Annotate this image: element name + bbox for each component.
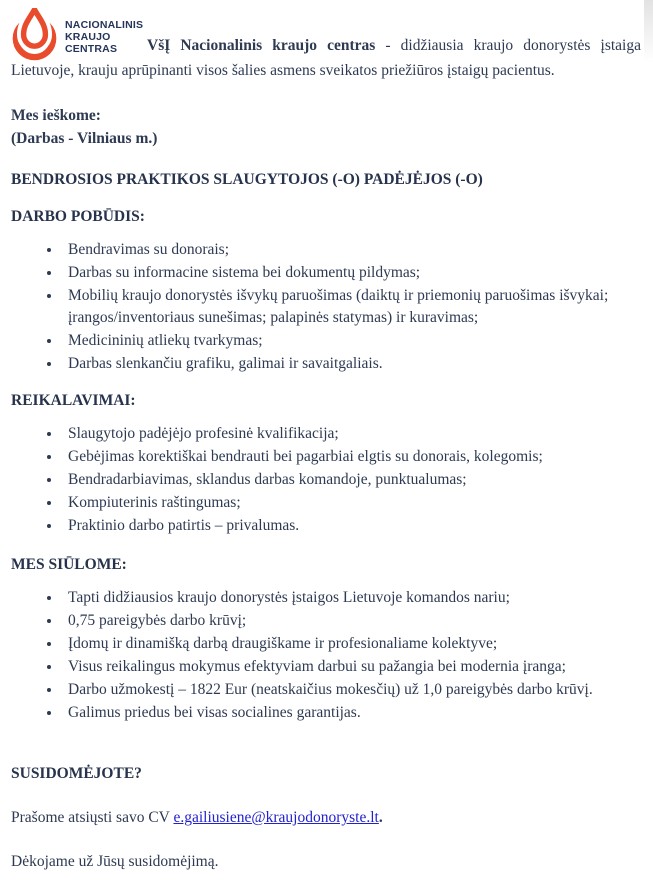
section-heading-reikalavimai: REIKALAVIMAI: <box>11 392 136 409</box>
list-item: • Slaugytojo padėjėjo profesinė kvalifikacija; <box>62 423 641 445</box>
brand-line: KRAUJO <box>65 31 111 43</box>
list-item: • Medicininių atliekų tvarkymas; <box>62 330 641 352</box>
section-heading-susidomejote: SUSIDOMĖJOTE? <box>11 765 142 782</box>
list-item: • Bendradarbiavimas, sklandus darbas komandoje, punktualumas; <box>62 469 641 491</box>
list-item: • Mobilių kraujo donorystės išvykų paruošimas (daiktų ir priemonių paruošimas išvykai; įrangos/inventoriaus sunešimas; palapinės statymas) ir kuravimas; <box>62 285 641 329</box>
thanks-text: Dėkojame už Jūsų susidomėjimą. <box>11 853 219 870</box>
seeking-location: (Darbas - Vilniaus m.) <box>11 130 158 147</box>
list-item: • Bendravimas su donorais; <box>62 239 641 261</box>
cv-instruction <box>11 806 641 829</box>
list-item: • Darbas slenkančiu grafiku, galimai ir savaitgaliais. <box>62 353 641 375</box>
list-item: • Kompiuterinis raštingumas; <box>62 492 641 514</box>
nkc-logo <box>11 6 147 58</box>
intro-rest: - didžiausia kraujo donorystės įstaiga Lietuvoje, krauju aprūpinanti visos šalies asmens sveikatos priežiūros įstaigų pacientus. <box>11 37 641 79</box>
brand-wordmark <box>65 6 143 55</box>
list-item: • Galimus priedus bei visas socialines garantijas. <box>62 702 641 724</box>
list-item: • Įdomų ir dinamišką darbą draugiškame ir profesionaliame kolektyve; <box>62 633 641 655</box>
cv-prefix: Prašome atsiųsti savo CV <box>11 809 174 826</box>
list-item: • Praktinio darbo patirtis – privalumas. <box>62 515 641 537</box>
list-item: • Darbo užmokestį – 1822 Eur (neatskaičius mokesčių) už 1,0 pareigybės darbo krūvį. <box>62 679 641 701</box>
brand-line: NACIONALINIS <box>65 19 144 31</box>
brand-line: CENTRAS <box>65 43 118 55</box>
reikalavimai-list <box>11 423 641 537</box>
list-item: • Visus reikalingus mokymus efektyviam darbui su pažangia bei modernia įranga; <box>62 656 641 678</box>
blood-drop-icon <box>11 8 58 61</box>
page-edge-shade <box>644 0 653 62</box>
seeking-label: Mes ieškome: <box>11 107 101 124</box>
section-heading-mes-siulome: MES SIŪLOME: <box>11 556 127 573</box>
darbo-pobudis-list <box>11 239 641 375</box>
mes-siulome-list <box>11 587 641 724</box>
email-link[interactable]: e.gailiusiene@kraujodonoryste.lt <box>173 809 379 826</box>
list-item: • Tapti didžiausios kraujo donorystės įstaigos Lietuvoje komandos nariu; <box>62 587 641 609</box>
list-item: • Gebėjimas korektiškai bendrauti bei pagarbiai elgtis su donorais, kolegomis; <box>62 446 641 468</box>
list-item: • 0,75 pareigybės darbo krūvį; <box>62 610 641 632</box>
section-heading-darbo-pobudis: DARBO POBŪDIS: <box>11 208 145 225</box>
cv-suffix: . <box>378 809 383 826</box>
intro-lead: VšĮ Nacionalinis kraujo centras <box>147 37 376 54</box>
position-title: BENDROSIOS PRAKTIKOS SLAUGYTOJOS (-O) PADĖJĖJOS (-O) <box>11 171 483 188</box>
list-item: • Darbas su informacine sistema bei dokumentų pildymas; <box>62 262 641 284</box>
